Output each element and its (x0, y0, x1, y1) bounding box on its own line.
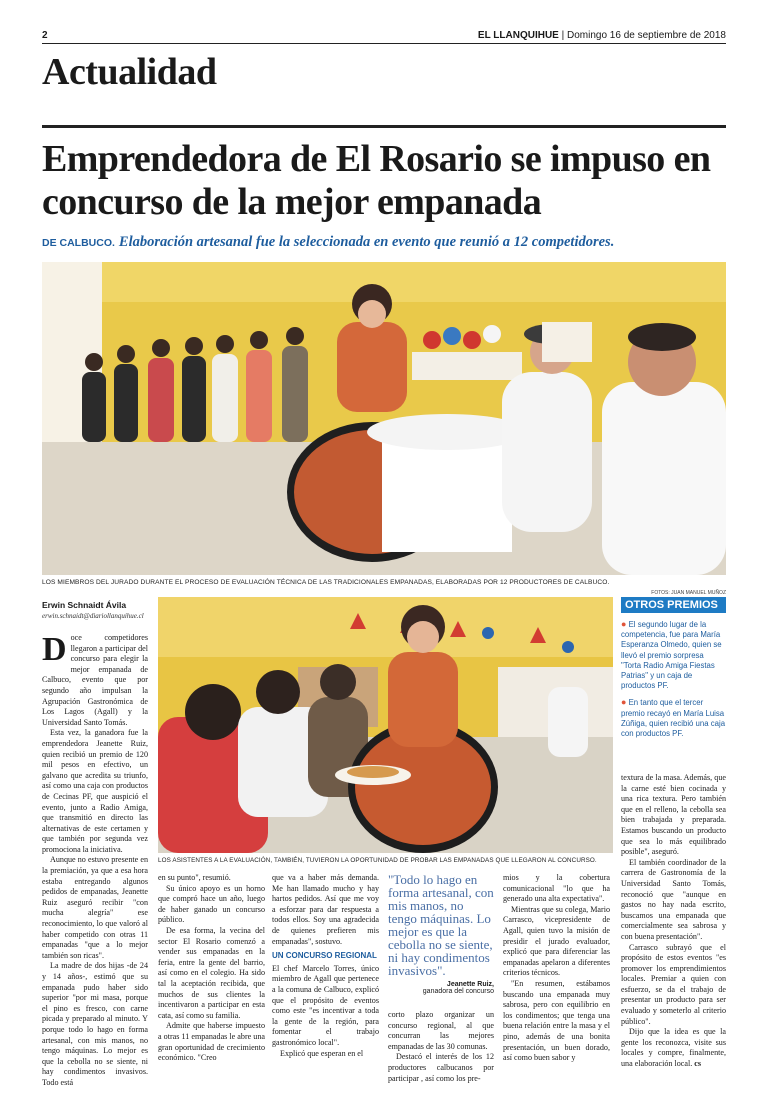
headline: Emprendedora de El Rosario se impuso en concurso de la mejor empanada (42, 138, 711, 223)
col6-p2: El también coordinador de la carrera de Gastronomía de la Universidad Santo Tomás, reconoció que "aunque en gastos no hay nada escrito, buscamos una empanada que comercialmente sea sabrosa y con buena presentación". (621, 857, 726, 941)
sidebar-title: OTROS PREMIOS (621, 597, 726, 613)
col1-p2: Esta vez, la ganadora fue la emprendedora Jeanette Ruiz, quien recibió un premio de 120 mil pesos en efectivo, un galvano que acredita su triunfo, así como una caja con productos de Cecinas PF, que auspició el evento, junto a Radio Amiga, que transmitió en directo las alternativas de este certamen y que también por segunda vez promociona la iniciativa. (42, 728, 148, 854)
col1-p3: Aunque no estuvo presente en la premiación, ya que a esa hora estaba entregando algunos pedidos de empanadas, Jeanette Ruiz aseguró recibir "con mucha alegría" ese reconocimiento, lo que valoró al haber competido con otras 11 empanadas "que a lo mejor también son ricas". (42, 855, 148, 960)
col2-p2: Su único apoyo es un horno que compró hace un año, luego de haber ganado un concurso público. (158, 883, 265, 925)
sidebar-item-2 (621, 697, 726, 739)
col3-p1: que va a haber más demanda. Me han llamado mucho y hay hartos pedidos. Así que me voy a esforzar para dar respuesta a todos ellos. Soy una agradecida de quienes prefieren mis empanadas", sostuvo. (272, 873, 379, 946)
end-mark: cs (694, 1059, 702, 1069)
subhead-regional: UN CONCURSO REGIONAL (272, 951, 377, 961)
photo-attendees (158, 597, 613, 853)
section-rule (42, 125, 726, 128)
pull-quote-name: Jeanette Ruiz, (446, 981, 494, 988)
byline-email[interactable]: erwin.schnaidt@diariollanquihue.cl (42, 612, 144, 620)
col6-p4 (621, 1027, 726, 1069)
byline-author: Erwin Schnaidt Ávila (42, 600, 127, 610)
publication-date: Domingo 16 de septiembre de 2018 (567, 30, 726, 41)
header-rule (42, 43, 726, 44)
photo-jury-image (42, 262, 726, 575)
col6-p1: textura de la masa. Además, que la carne esté bien cocinada y una rica textura. Pero también que en el relleno, la cebolla sea bien trabajada y preparada. Estamos buscando un producto que sea lo más equilibrado posible", aseguró. (621, 773, 726, 857)
col6-p4-text: Dijo que la idea es que la gente los reconozca, visite sus locales y compre, finalmente, una elaboración local. (621, 1027, 726, 1069)
pull-quote-role: ganadora del concurso (422, 988, 494, 995)
col5-p1: mios y la cobertura comunicacional "lo que ha generado una alta expectativa". (503, 873, 610, 904)
col5-p3: "En resumen, estábamos buscando una empanada muy sabrosa, pero con equilibrio en los condimentos; que tenga una buena relación entre la masa y el pino, además de una bonita presentación, un buen dorado, así como buen sabor y (503, 978, 610, 1063)
col1-p1: oce competidores llegaron a participar del concurso para elegir la mejor empanada de Calbuco, evento que por segundo año impulsan la Agrupación Gastronómica de Los Lagos (Agall) y la Universidad Santo Tomás. (42, 633, 148, 727)
col6-p3: Carrasco subrayó que el propósito de estos eventos "es promover los emprendimientos locales. Premiar a quien con esfuerzo, se da el trabajo de presentar un producto para ser evaluado y someterlo al criterio público". (621, 942, 726, 1026)
pull-quote (388, 873, 494, 995)
article-column-5 (503, 873, 610, 1064)
sidebar-other-prizes (621, 597, 726, 739)
sidebar-item-2-text: En tanto que el tercer premio recayó en María Luisa Zúñiga, quien recibió una caja con productos PF. (621, 698, 726, 739)
col1-p4: La madre de dos hijas -de 24 y 14 años-, estimó que su empanada pudo haber sido superior "por mi masa, porque el pino es fresco, con carne picada y preparado al minuto. Y porque todo lo hago en forma artesanal, con mis manos, no tengo máquinas. Lo mejor es que la cebolla no se siente, ni hay condimentos invasivos. Todo está (42, 961, 148, 1087)
col2-p3: De esa forma, la vecina del sector El Rosario comenzó a vender sus empanadas en la feria, entre la gente del barrio, así como en el colegio. Ha sido tal la aceptación recibida, que muchos de sus clientes la incentivaron a participar en esta cata, así como su familia. (158, 925, 265, 1020)
kicker-location: DE CALBUCO. (42, 237, 115, 249)
photo-credit: FOTOS: JUAN MANUEL MUÑOZ (651, 590, 726, 596)
col2-p1: en su punto", resumió. (158, 873, 231, 882)
sidebar-item-1 (621, 619, 726, 691)
col4-p1: corto plazo organizar un concurso regional, al que concurran las mejores empanadas de las 30 comunas. (388, 1010, 494, 1051)
col3-p3: Explicó que esperan en el (280, 1048, 364, 1058)
col5-p2: Mientras que su colega, Mario Carrasco, vicepresidente de Agall, quien tuvo la misión de presidir el jurado evaluador, explicó que para diferenciar las empanadas apelaron a diferentes criterios técnicos. (503, 904, 610, 978)
article-column-6 (621, 773, 726, 1070)
photo-attendees-image (158, 597, 613, 853)
publication-name: EL LLANQUIHUE (477, 30, 559, 41)
bullet-icon: ● (621, 697, 627, 708)
article-column-1 (42, 633, 148, 1089)
kicker-text: Elaboración artesanal fue la seleccionada en evento que reunió a 12 competidores. (118, 234, 615, 250)
col3-p2: El chef Marcelo Torres, único miembro de Agall que pertenece a la comuna de Calbuco, explicó que el propósito de eventos como este "es incentivar a toda la gente de la región, para fomentar el trabajo gastronómico local". (272, 963, 379, 1047)
pull-quote-text: "Todo lo hago en forma artesanal, con mis manos, no tengo máquinas. Lo mejor es que la cebolla no se siente, ni hay condimentos invasivos". (388, 872, 494, 978)
col4-p2: Destacó el interés de los 12 productores calbucanos por participar , así como los pre- (388, 1052, 494, 1083)
photo-jury (42, 262, 726, 575)
article-column-2 (158, 873, 265, 1064)
section-title: Actualidad (42, 51, 217, 93)
col2-p4: Admite que haberse impuesto a otras 11 empanadas le abre una gran oportunidad de crecimiento económico. "Creo (158, 1021, 265, 1063)
dropcap: D (42, 631, 67, 668)
page-number: 2 (42, 30, 48, 41)
article-column-4 (388, 1010, 494, 1084)
pull-quote-attribution (388, 981, 494, 995)
photo-jury-caption: LOS MIEMBROS DEL JURADO DURANTE EL PROCESO DE EVALUACIÓN TÉCNICA DE LAS TRADICIONALES EMPANADAS, ELABORADAS POR 12 PRODUCTORES DE CALBUCO. (42, 579, 610, 586)
kicker (42, 234, 742, 251)
sidebar-item-1-text: El segundo lugar de la competencia, fue para María Esperanza Olmedo, quien se llevó el premio sorpresa "Torta Radio Amiga Fiestas Patrias" y un caja de productos PF. (621, 620, 722, 691)
bullet-icon: ● (621, 619, 627, 629)
article-column-3 (272, 873, 379, 1059)
publication-dateline: EL LLANQUIHUE | Domingo 16 de septiembre de 2018 (477, 30, 726, 41)
photo-attendees-caption: LOS ASISTENTES A LA EVALUACIÓN, TAMBIÉN, TUVIERON LA OPORTUNIDAD DE PROBAR LAS EMPANADAS QUE LLEGARON AL CONCURSO. (158, 857, 597, 864)
